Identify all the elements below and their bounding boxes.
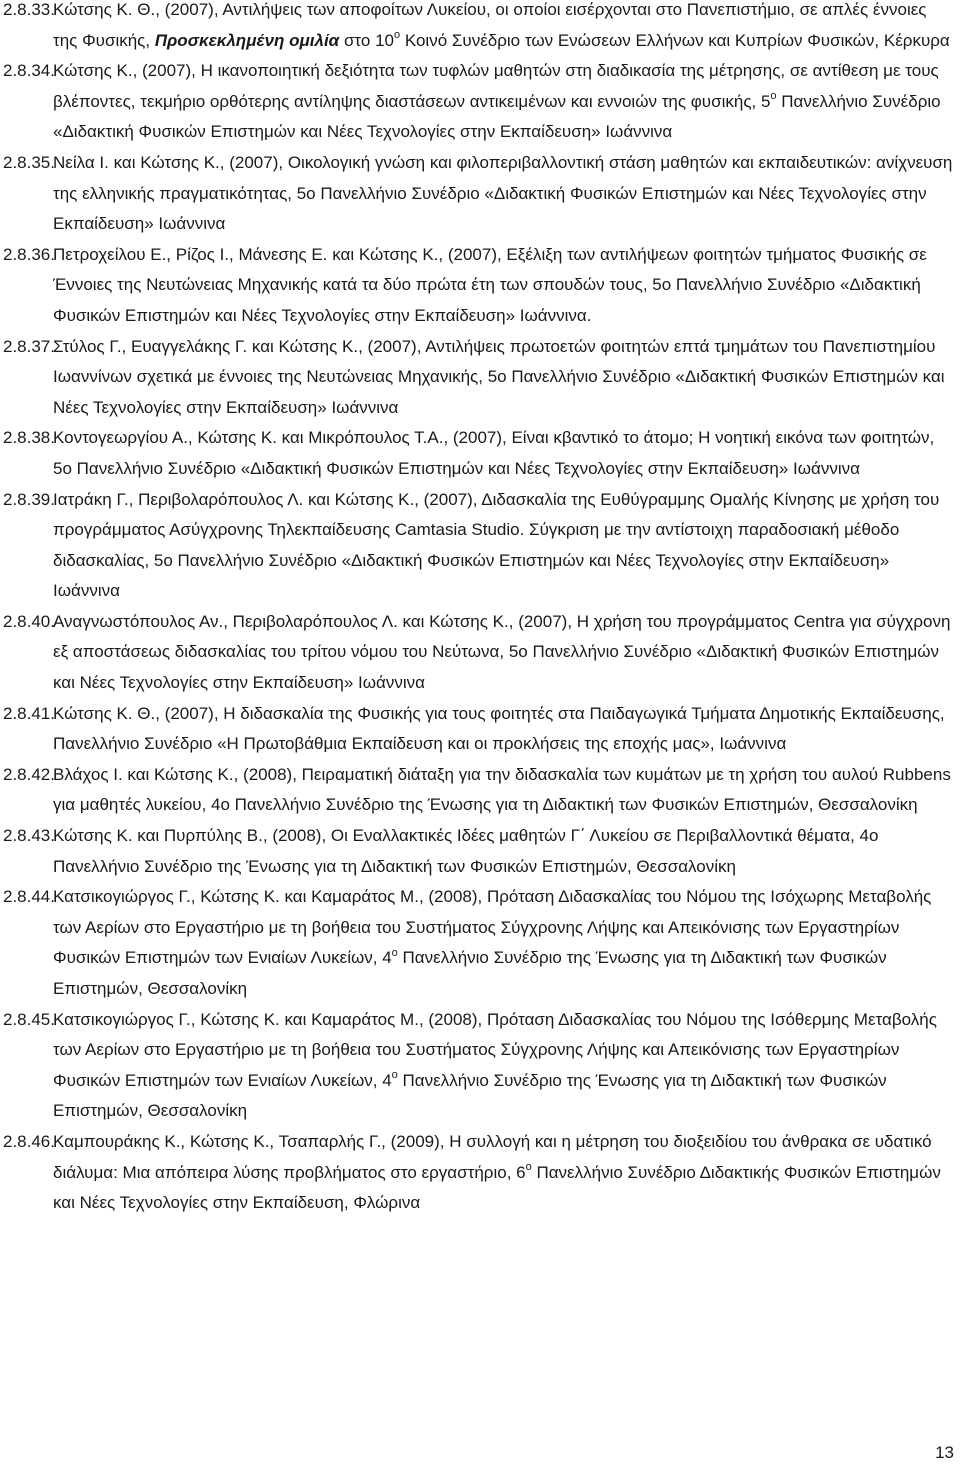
- reference-text: , (2008), Πρόταση Διδασκαλίας του Νόμου της Ισόχωρης Μεταβολής των Αερίων στο Εργαστήριο με τη βοήθεια του Συστήματος Σύγχρονης Λήψης και Απεικόνισης των Εργαστηρίων Φυσικών Επιστημών των Ενιαίων Λυκείων, 4: [53, 887, 932, 968]
- reference-number: 2.8.45.: [3, 1009, 55, 1029]
- reference-text: Πανελλήνιο Συνέδριο «Διδακτική Φυσικών Επιστημών και Νέες Τεχνολογίες στην Εκπαίδευση» Ιωάννινα: [53, 91, 941, 142]
- reference-text: , (2007), Είναι κβαντικό το άτομο; Η νοητική εικόνα των φοιτητών, 5ο Πανελλήνιο Συνέδριο «Διδακτική Φυσικών Επιστημών και Νέες Τεχνολογίες στην Εκπαίδευση» Ιωάννινα: [53, 428, 935, 478]
- reference-number: 2.8.41.: [3, 703, 55, 723]
- reference-authors: Κατσικογιώργος Γ., Κώτσης Κ. και Καμαράτος Μ.: [53, 1009, 419, 1029]
- reference-authors: Κατσικογιώργος Γ., Κώτσης Κ. και Καμαράτος Μ.: [53, 887, 419, 907]
- invited-talk-label: Προσκεκλημένη ομιλία: [154, 30, 340, 50]
- reference-authors: Βλάχος Ι. και Κώτσης Κ.: [53, 764, 234, 784]
- reference-number: 2.8.39.: [3, 489, 55, 509]
- superscript: ο: [391, 946, 398, 959]
- reference-authors: Κώτσης Κ. Θ.: [53, 703, 156, 723]
- reference-item: [3, 699, 953, 760]
- reference-text: , (2007), Η διδασκαλία της Φυσικής για τους φοιτητές στα Παιδαγωγικά Τμήματα Δημοτικής Εκπαίδευσης, Πανελλήνιο Συνέδριο «Η Πρωτοβάθμια Εκπαίδευση και οι προκλήσεις της εποχής μας», Ιωάννινα: [53, 703, 945, 754]
- reference-item: [3, 423, 953, 484]
- reference-number: 2.8.35.: [3, 152, 55, 172]
- reference-item: [3, 332, 953, 424]
- reference-number: 2.8.46.: [3, 1131, 55, 1151]
- reference-number: 2.8.34.: [3, 61, 55, 81]
- reference-text: , (2007), Διδασκαλία της Ευθύγραμμης Ομαλής Κίνησης με χρήση του προγράμματος Ασύγχρονης Τηλεκπαίδευσης Camtasia Studio. Σύγκριση με την αντίστοιχη παραδοσιακή μέθοδο διδασκαλίας, 5ο Πανελλήνιο Συνέδριο «Διδακτική Φυσικών Επιστημών και Νέες Τεχνολογίες στην Εκπαίδευση» Ιωάννινα: [53, 489, 940, 601]
- reference-text: στο 10: [339, 30, 394, 50]
- reference-text: , (2007), Η ικανοποιητική δεξιότητα των τυφλών μαθητών στη διαδικασία της μέτρησης, σε αντίθεση με τους βλέποντες, τεκμήριο ορθότερης αντίληψης διαστάσεων αντικειμένων και εννοιών της φυσικής, 5: [53, 61, 939, 111]
- reference-list: [3, 0, 953, 1219]
- reference-number: 2.8.42.: [3, 764, 55, 784]
- reference-authors: Κώτσης Κ. Θ.: [53, 0, 156, 19]
- reference-text: Κοινό Συνέδριο των Ενώσεων Ελλήνων και Κυπρίων Φυσικών, Κέρκυρα: [400, 30, 950, 50]
- reference-text: , (2008), Πειραματική διάταξη για την διδασκαλία των κυμάτων με τη χρήση του αυλού Rubbens για μαθητές λυκείου, 4ο Πανελλήνιο Συνέδριο της Ένωσης για τη Διδακτική των Φυσικών Επιστημών, Θεσσαλονίκη: [53, 764, 951, 815]
- reference-authors: Ιατράκη Γ., Περιβολαρόπουλος Λ. και Κώτσης Κ.: [53, 489, 415, 509]
- reference-text: , (2008), Πρόταση Διδασκαλίας του Νόμου της Ισόθερμης Μεταβολής των Αερίων στο Εργαστήριο με τη βοήθεια του Συστήματος Σύγχρονης Λήψης και Απεικόνισης των Εργαστηρίων Φυσικών Επιστημών των Ενιαίων Λυκείων, 4: [53, 1009, 937, 1090]
- reference-number: 2.8.44.: [3, 887, 55, 907]
- reference-item: [3, 1127, 953, 1219]
- reference-text: Πανελλήνιο Συνέδριο της Ένωσης για τη Διδακτική των Φυσικών Επιστημών, Θεσσαλονίκη: [53, 948, 887, 998]
- reference-item: [3, 148, 953, 240]
- reference-text: , (2007), Οικολογική γνώση και φιλοπεριβαλλοντική στάση μαθητών και εκπαιδευτικών: ανίχνευση της ελληνικής πραγματικότητας, 5ο Πανελλήνιο Συνέδριο «Διδακτική Φυσικών Επιστημών και Νέες Τεχνολογίες στην Εκπαίδευση» Ιωάννινα: [53, 152, 953, 234]
- reference-text: , (2008), Οι Εναλλακτικές Ιδέες μαθητών Γ΄ Λυκείου σε Περιβαλλοντικά θέματα, 4ο Πανελλήνιο Συνέδριο της Ένωσης για τη Διδακτική των Φυσικών Επιστημών, Θεσσαλονίκη: [53, 826, 879, 876]
- reference-item: [3, 882, 953, 1004]
- reference-authors: Νείλα Ι. και Κώτσης Κ.: [53, 152, 220, 172]
- reference-item: [3, 485, 953, 607]
- reference-number: 2.8.37.: [3, 336, 55, 356]
- reference-authors: Κώτσης Κ.: [53, 61, 133, 81]
- superscript: ο: [394, 28, 401, 41]
- reference-text: Πανελλήνιο Συνέδριο Διδακτικής Φυσικών Επιστημών και Νέες Τεχνολογίες στην Εκπαίδευση, Φλώρινα: [53, 1162, 941, 1213]
- superscript: ο: [770, 90, 777, 103]
- reference-text: , (2007), Αντιλήψεις των αποφοίτων Λυκείου, οι οποίοι εισέρχονται στο Πανεπιστήμιο, σε απλές έννοιες της Φυσικής,: [53, 0, 927, 50]
- reference-number: 2.8.33.: [3, 0, 55, 19]
- reference-authors: Κώτσης Κ. και Πυρπύλης Β.: [53, 826, 263, 846]
- reference-item: [3, 1005, 953, 1127]
- reference-item: [3, 0, 953, 56]
- reference-authors: Στύλος Γ., Ευαγγελάκης Γ. και Κώτσης Κ.: [53, 336, 359, 356]
- reference-authors: Πετροχείλου Ε., Ρίζος Ι., Μάνεσης Ε. και Κώτσης Κ.: [53, 244, 439, 264]
- reference-text: , (2007), Η χρήση του προγράμματος Centra για σύγχρονη εξ αποστάσεως διδασκαλίας του τρίτου νόμου του Νεύτωνα, 5ο Πανελλήνιο Συνέδριο «Διδακτική Φυσικών Επιστημών και Νέες Τεχνολογίες στην Εκπαίδευση» Ιωάννινα: [53, 611, 951, 693]
- reference-item: [3, 56, 953, 148]
- reference-text: , (2009), Η συλλογή και η μέτρηση του διοξειδίου του άνθρακα σε υδατικό διάλυμα: Μια απόπειρα λύσης προβλήματος στο εργαστήριο, 6: [53, 1131, 932, 1182]
- reference-item: [3, 821, 953, 882]
- reference-authors: Καμπουράκης Κ., Κώτσης Κ., Τσαπαρλής Γ.: [53, 1131, 382, 1151]
- reference-number: 2.8.40.: [3, 611, 55, 631]
- reference-text: , (2007), Εξέλιξη των αντιλήψεων φοιτητών τμήματος Φυσικής σε Έννοιες της Νευτώνειας Μηχανικής κατά τα δύο πρώτα έτη των σπουδών τους, 5ο Πανελλήνιο Συνέδριο «Διδακτική Φυσικών Επιστημών και Νέες Τεχνολογίες στην Εκπαίδευση» Ιωάννινα.: [53, 244, 927, 325]
- superscript: ο: [391, 1069, 398, 1082]
- superscript: ο: [525, 1160, 532, 1173]
- reference-text: , (2007), Αντιλήψεις πρωτοετών φοιτητών επτά τμημάτων του Πανεπιστημίου Ιωαννίνων σχετικά με έννοιες της Νευτώνειας Μηχανικής, 5ο Πανελλήνιο Συνέδριο «Διδακτική Φυσικών Επιστημών και Νέες Τεχνολογίες στην Εκπαίδευση» Ιωάννινα: [53, 336, 945, 417]
- page-number: 13: [935, 1443, 954, 1462]
- reference-number: 2.8.43.: [3, 826, 55, 846]
- reference-authors: Αναγνωστόπουλος Αν., Περιβολαρόπουλος Λ. και Κώτσης Κ.: [53, 611, 509, 631]
- reference-item: [3, 240, 953, 332]
- reference-number: 2.8.38.: [3, 428, 55, 448]
- reference-item: [3, 607, 953, 699]
- reference-number: 2.8.36.: [3, 244, 55, 264]
- reference-authors: Κοντογεωργίου Α., Κώτσης Κ. και Μικρόπουλος Τ.Α.: [53, 428, 444, 448]
- reference-text: Πανελλήνιο Συνέδριο της Ένωσης για τη Διδακτική των Φυσικών Επιστημών, Θεσσαλονίκη: [53, 1070, 887, 1121]
- reference-item: [3, 760, 953, 821]
